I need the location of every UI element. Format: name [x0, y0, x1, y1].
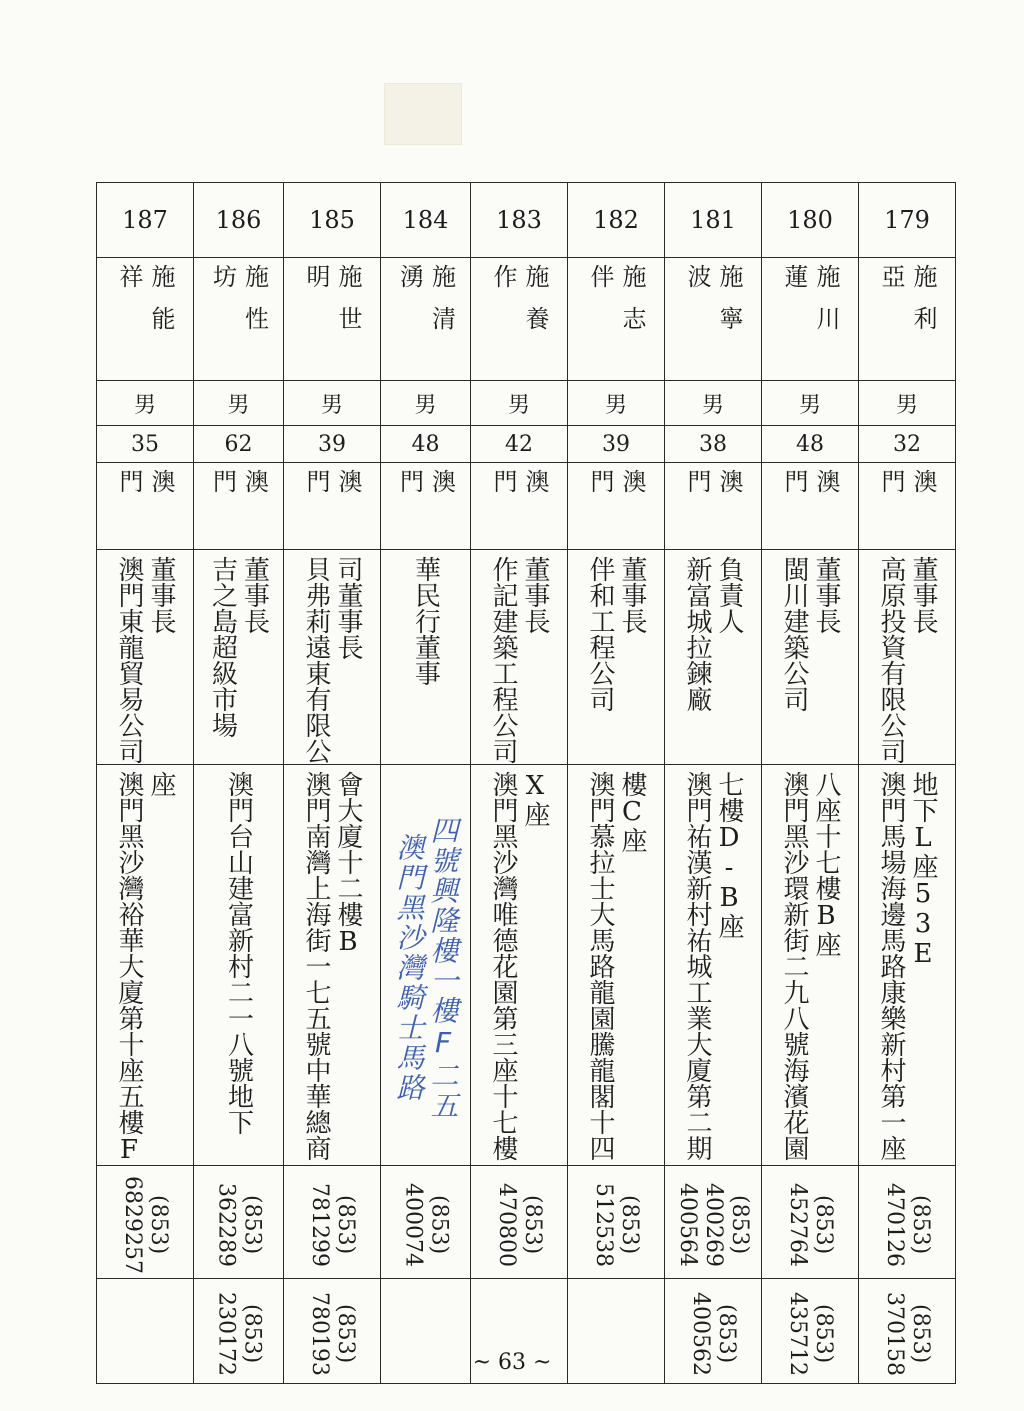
- phone-office-cell: [284, 1166, 381, 1279]
- phone-home: (853) 780193: [307, 1292, 358, 1376]
- occupation-line: 伴和工程公司: [585, 556, 615, 712]
- name-cell: [284, 258, 381, 381]
- sex-cell: [471, 381, 568, 426]
- row-address: [97, 765, 956, 1166]
- phone-wrap: [284, 1166, 380, 1278]
- address-cell: [568, 765, 665, 1166]
- member-age: 48: [796, 431, 824, 457]
- row-occupation: [97, 550, 956, 765]
- name-cell: [471, 258, 568, 381]
- member-name: 施川蓮: [780, 264, 840, 348]
- member-age: 39: [602, 431, 630, 457]
- phone-office: (853) 781299: [307, 1183, 358, 1267]
- occupation-line: 董事長: [520, 556, 550, 634]
- phone-home: (853) 435712: [785, 1292, 836, 1376]
- member-name: 施清湧: [395, 264, 456, 348]
- occupation-cell: [859, 550, 956, 765]
- address-cell: [471, 765, 568, 1166]
- occupation-line: 高原投資有限公司: [876, 556, 906, 764]
- member-residence: 澳門: [395, 469, 456, 519]
- address-wrap: [568, 765, 664, 1165]
- occupation-wrap: [97, 550, 193, 764]
- member-sex: 男: [895, 392, 918, 418]
- occupation-line: 作記建築工程公司: [488, 556, 518, 764]
- address-wrap: [381, 765, 470, 1165]
- member-sex: 男: [133, 392, 156, 418]
- member-sex: 男: [507, 392, 530, 418]
- place-cell: [665, 463, 762, 550]
- member-age: 48: [411, 431, 440, 457]
- number-cell: [194, 183, 284, 258]
- occupation-wrap: [194, 550, 283, 764]
- name-cell: [97, 258, 194, 381]
- occupation-line: 澳門東龍貿易公司: [114, 556, 144, 764]
- phone-home: (853) 400562: [688, 1292, 739, 1376]
- member-name: 施志伴: [586, 264, 646, 348]
- member-sex: 男: [701, 392, 724, 418]
- occupation-cell: [194, 550, 284, 765]
- member-age: 38: [699, 431, 727, 457]
- age-cell: [665, 426, 762, 463]
- address-cell: [665, 765, 762, 1166]
- age-cell: [97, 426, 194, 463]
- entry-number: 181: [690, 206, 736, 234]
- occupation-line: 貝弗莉遠東有限公: [301, 556, 331, 764]
- member-sex: 男: [227, 392, 250, 418]
- row-age: [97, 426, 956, 463]
- address-wrap: [284, 765, 380, 1165]
- member-name: 施能祥: [115, 264, 175, 348]
- occupation-line: 閩川建築公司: [779, 556, 809, 712]
- age-cell: [568, 426, 665, 463]
- age-cell: [284, 426, 381, 463]
- phone-office-cell: [471, 1166, 568, 1279]
- name-cell: [568, 258, 665, 381]
- place-cell: [762, 463, 859, 550]
- phone-wrap: [381, 1166, 470, 1278]
- address-line: 澳門黑沙環新街二九八號海濱花園: [779, 771, 809, 1161]
- entry-number: 183: [496, 206, 542, 234]
- phone-office: (853) 470800: [494, 1183, 545, 1267]
- entry-number: 184: [402, 206, 449, 234]
- phone-wrap: [471, 1166, 567, 1278]
- address-line: 會大廈十二樓B: [333, 771, 363, 957]
- place-cell: [471, 463, 568, 550]
- address-line: 澳門馬場海邊馬路康樂新村第一座: [876, 771, 906, 1161]
- phone-office: (853) 512538: [591, 1183, 642, 1267]
- name-cell: [859, 258, 956, 381]
- phone-office-cell: [762, 1166, 859, 1279]
- place-cell: [194, 463, 284, 550]
- occupation-line: 董事長: [811, 556, 841, 634]
- address-line: 澳門台山建富新村二一八號地下: [223, 771, 254, 1135]
- phone-office: (853) 470126: [882, 1183, 933, 1267]
- address-line: 澳門祐漢新村祐城工業大廈第二期: [682, 771, 712, 1161]
- name-cell: [665, 258, 762, 381]
- address-wrap: [194, 765, 283, 1165]
- address-line: 四號興隆樓一樓F二五: [426, 815, 460, 1121]
- occupation-line: 董事長: [239, 556, 270, 634]
- occupation-line: 董事長: [908, 556, 938, 634]
- phone-office: (853) 400269 400564: [675, 1183, 752, 1267]
- member-residence: 澳門: [586, 469, 646, 519]
- member-sex: 男: [414, 392, 437, 418]
- row-number: [97, 183, 956, 258]
- occupation-line: 董事長: [617, 556, 647, 634]
- member-sex: 男: [604, 392, 627, 418]
- phone-office-cell: [568, 1166, 665, 1279]
- phone-wrap: [762, 1166, 858, 1278]
- age-cell: [859, 426, 956, 463]
- phone-home: (853) 370158: [882, 1292, 933, 1376]
- number-cell: [762, 183, 859, 258]
- occupation-cell: [97, 550, 194, 765]
- address-cell: [381, 765, 471, 1166]
- age-cell: [194, 426, 284, 463]
- phone-home: (853) 230172: [213, 1292, 265, 1376]
- phone-wrap: [97, 1166, 193, 1278]
- address-line: 澳門黑沙灣騎士馬路: [392, 833, 426, 1103]
- entry-number: 182: [593, 206, 639, 234]
- address-cell: [762, 765, 859, 1166]
- entry-number: 180: [787, 206, 833, 234]
- occupation-wrap: [381, 550, 470, 764]
- occupation-wrap: [471, 550, 567, 764]
- sex-cell: [762, 381, 859, 426]
- member-residence: 澳門: [115, 469, 175, 519]
- phone-office: (853) 6829257: [120, 1176, 171, 1274]
- age-cell: [471, 426, 568, 463]
- address-line: 座: [146, 771, 176, 797]
- tape-patch: [384, 83, 462, 145]
- number-cell: [665, 183, 762, 258]
- address-line: 澳門黑沙灣唯德花園第三座十七樓: [488, 771, 518, 1161]
- address-cell: [194, 765, 284, 1166]
- member-age: 42: [505, 431, 533, 457]
- entry-number: 179: [884, 206, 930, 234]
- place-cell: [859, 463, 956, 550]
- member-residence: 澳門: [877, 469, 937, 519]
- phone-office-cell: [194, 1166, 284, 1279]
- address-line: 澳門南灣上海街一七五號中華總商: [301, 771, 331, 1161]
- member-residence: 澳門: [683, 469, 743, 519]
- phone-office-cell: [665, 1166, 762, 1279]
- member-age: 62: [224, 431, 253, 457]
- member-name: 施養作: [489, 264, 549, 348]
- row-phone-office: [97, 1166, 956, 1279]
- occupation-cell: [665, 550, 762, 765]
- sex-cell: [194, 381, 284, 426]
- occupation-wrap: [284, 550, 380, 764]
- name-cell: [762, 258, 859, 381]
- address-wrap: [97, 765, 193, 1165]
- occupation-wrap: [762, 550, 858, 764]
- address-wrap: [665, 765, 761, 1165]
- sex-cell: [284, 381, 381, 426]
- member-age: 35: [131, 431, 159, 457]
- name-cell: [194, 258, 284, 381]
- member-sex: 男: [798, 392, 821, 418]
- occupation-cell: [471, 550, 568, 765]
- occupation-cell: [284, 550, 381, 765]
- address-cell: [859, 765, 956, 1166]
- sex-cell: [381, 381, 471, 426]
- phone-wrap: [194, 1166, 283, 1278]
- age-cell: [381, 426, 471, 463]
- address-cell: [97, 765, 194, 1166]
- phone-office: (853) 400074: [400, 1183, 452, 1267]
- place-cell: [381, 463, 471, 550]
- member-name: 施利亞: [877, 264, 937, 348]
- entry-number: 186: [215, 206, 262, 234]
- place-cell: [568, 463, 665, 550]
- phone-office: (853) 362289: [213, 1183, 265, 1267]
- member-name: 施寧波: [683, 264, 743, 348]
- member-residence: 澳門: [208, 469, 269, 519]
- sex-cell: [859, 381, 956, 426]
- address-wrap: [859, 765, 955, 1165]
- occupation-line: 華民行董事: [410, 556, 441, 686]
- number-cell: [471, 183, 568, 258]
- number-cell: [568, 183, 665, 258]
- address-line: 澳門慕拉士大馬路龍園騰龍閣十四: [585, 771, 615, 1161]
- address-line: 澳門黑沙灣裕華大廈第十座五樓F: [114, 771, 144, 1165]
- phone-office-cell: [97, 1166, 194, 1279]
- member-age: 39: [318, 431, 346, 457]
- occupation-cell: [762, 550, 859, 765]
- phone-wrap: [859, 1166, 955, 1278]
- address-line: 七樓D-B座: [714, 771, 744, 939]
- occupation-line: 司董事長: [333, 556, 363, 660]
- address-line: 樓C座: [617, 771, 647, 853]
- occupation-cell: [381, 550, 471, 765]
- occupation-line: 負責人: [714, 556, 744, 634]
- age-cell: [762, 426, 859, 463]
- row-sex: [97, 381, 956, 426]
- entry-number: 185: [309, 206, 355, 234]
- member-name: 施世明: [302, 264, 362, 348]
- phone-wrap: [665, 1166, 761, 1278]
- member-residence: 澳門: [302, 469, 362, 519]
- row-name: [97, 258, 956, 381]
- phone-office: (853) 452764: [785, 1183, 836, 1267]
- occupation-wrap: [859, 550, 955, 764]
- page-number: ~ 63 ~: [472, 1350, 552, 1375]
- address-line: 地下L座53E: [908, 771, 938, 969]
- sex-cell: [97, 381, 194, 426]
- entry-number: 187: [122, 206, 168, 234]
- address-cell: [284, 765, 381, 1166]
- occupation-line: 董事長: [146, 556, 176, 634]
- sex-cell: [665, 381, 762, 426]
- sex-cell: [568, 381, 665, 426]
- phone-wrap: [568, 1166, 664, 1278]
- member-age: 32: [893, 431, 921, 457]
- occupation-cell: [568, 550, 665, 765]
- member-residence: 澳門: [489, 469, 549, 519]
- occupation-wrap: [568, 550, 664, 764]
- member-table: [96, 182, 956, 1384]
- address-wrap: [762, 765, 858, 1165]
- number-cell: [97, 183, 194, 258]
- number-cell: [859, 183, 956, 258]
- occupation-wrap: [665, 550, 761, 764]
- phone-office-cell: [381, 1166, 471, 1279]
- phone-office-cell: [859, 1166, 956, 1279]
- address-line: 八座十七樓B座: [811, 771, 841, 957]
- number-cell: [381, 183, 471, 258]
- place-cell: [284, 463, 381, 550]
- member-sex: 男: [320, 392, 343, 418]
- occupation-line: 吉之島超級市場: [207, 556, 238, 738]
- address-wrap: [471, 765, 567, 1165]
- number-cell: [284, 183, 381, 258]
- place-cell: [97, 463, 194, 550]
- name-cell: [381, 258, 471, 381]
- member-name: 施性坊: [208, 264, 269, 348]
- address-line: X座: [520, 771, 550, 827]
- row-place: [97, 463, 956, 550]
- occupation-line: 新富城拉鍊廠: [682, 556, 712, 712]
- member-residence: 澳門: [780, 469, 840, 519]
